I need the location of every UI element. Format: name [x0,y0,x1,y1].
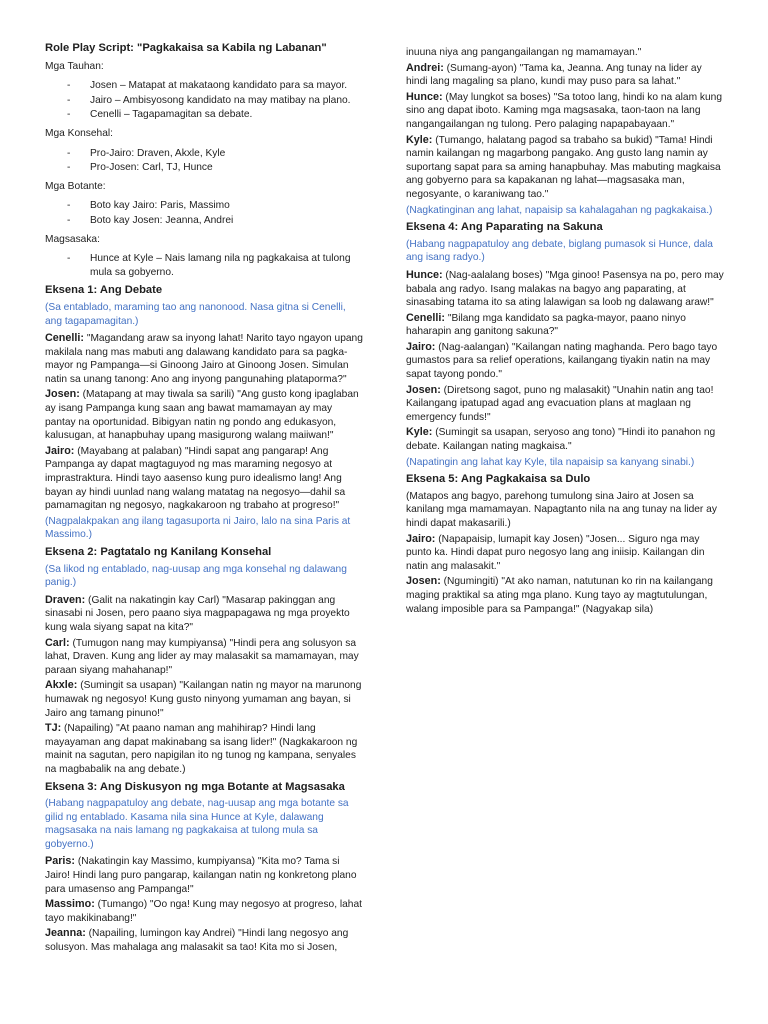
dialogue-text: (Sumingit sa usapan, seryoso ang tono) "Hindi ito panahon ng debate. Kailangan nating magkaisa." [406,427,716,453]
speaker-name: Paris: [45,855,76,868]
dialogue-line [45,679,363,720]
list-item: - Josen – Matapat at makataong kandidato para sa mayor. [45,79,363,93]
scene-1-heading: Eksena 1: Ang Debate [45,284,163,297]
scene-intro: (Matapos ang bagyo, parehong tumulong sina Jairo at Josen sa kanilang mga mamamayan. Napagtanto nila na ang tunay na lider ay hindi dapat makasarili.) [406,490,717,529]
speaker-name: Jairo: [45,444,75,457]
list-item: - Pro-Jairo: Draven, Akxle, Kyle [45,147,363,161]
stage-direction: (Sa likod ng entablado, nag-uusap ang mga konsehal ng dalawang panig.) [45,563,347,589]
right-column [406,46,724,618]
dialogue-text: (Mayabang at palaban) "Hindi sapat ang pangarap! Ang Pampanga ay dapat magtaguyod ng mas maraming negosyo at imprastraktura. Hindi tayo aasenso kung puro idealismo lang! Ang bayan ay hindi uunlad nang walang matatag na negosyo—dahil sa pamamagitan ng negosyo, nagkakaroon ng trabaho at progreso!" [45,445,346,512]
councilors-list [45,147,363,175]
dialogue-text: "Bilang mga kandidato sa pagka-mayor, paano ninyo haharapin ang ganitong sakuna?" [406,312,686,338]
dialogue-line [45,388,363,442]
dialogue-line [45,855,363,896]
dialogue-line [406,134,724,202]
speaker-name: Jairo: [406,340,436,353]
dialogue-line [45,927,363,954]
scene-3-heading: Eksena 3: Ang Diskusyon ng mga Botante at Magsasaka [45,780,345,793]
farmers-list [45,252,363,279]
characters-label: Mga Tauhan: [45,60,104,72]
dialogue-text: (Nag-aalalang boses) "Mga ginoo! Pasensya na po, pero may babala ang radyo. Isang malakas na bagyo ang paparating, at sinasabing tatama ito sa ating lalawigan sa loob ng dalawang araw!" [406,269,724,309]
speaker-name: Akxle: [45,679,78,692]
dialogue-text: (Sumang-ayon) "Tama ka, Jeanna. Ang tunay na lider ay hindi lang magaling sa plano, kundi may puso para sa lahat." [406,62,702,88]
speaker-name: Jeanna: [45,927,86,940]
dialogue-line [406,269,724,310]
dialogue-line [45,445,363,513]
dialogue-text: (Galit na nakatingin kay Carl) "Masarap pakinggan ang sinasabi ni Josen, pero paano siya magpapagawa ng mga proyekto kung wala siyang sapat na kita?" [45,594,350,633]
speaker-name: Massimo: [45,898,95,911]
dialogue-text: (Napailing, lumingon kay Andrei) "Hindi lang negosyo ang solusyon. Mas mahalaga ang malasakit sa tao! Kita mo si Josen, [45,928,349,954]
speaker-name: TJ: [45,722,62,735]
speaker-name: Kyle: [406,426,433,439]
stage-direction: (Habang nagpapatuloy ang debate, biglang pumasok si Hunce, dala ang isang radyo.) [406,238,713,264]
speaker-name: Hunce: [406,90,443,103]
dialogue-text: (Tumugon nang may kumpiyansa) "Hindi pera ang solusyon sa lahat, Draven. Kung ang lider ay may malasakit sa mamamayan, may paraan siyang mahahanap!" [45,637,359,676]
dialogue-continuation: inuuna niya ang pangangailangan ng mamamayan." [406,47,642,58]
speaker-name: Kyle: [406,133,433,146]
list-item: - Cenelli – Tagapamagitan sa debate. [45,108,363,122]
dialogue-line [45,898,363,925]
speaker-name: Hunce: [406,268,443,281]
dialogue-text: "Magandang araw sa inyong lahat! Narito tayo ngayon upang makilala nang mas mabuti ang dalawang kandidato para sa pagka-mayor ng Pampanga—si Ginoong Jairo at Ginoong Josen. Simulan natin sa unang tanong: Ano ang inyong pangunahing plataporma?" [45,333,363,385]
stage-direction: (Nagpalakpakan ang ilang tagasuporta ni Jairo, lalo na sina Paris at Massimo.) [45,515,351,541]
list-item: - Boto kay Josen: Jeanna, Andrei [45,214,363,228]
dialogue-line [45,332,363,386]
scene-5-heading: Eksena 5: Ang Pagkakaisa sa Dulo [406,473,591,486]
scene-4-heading: Eksena 4: Ang Paparating na Sakuna [406,221,603,234]
voters-label: Mga Botante: [45,180,106,192]
dialogue-text: (Nakatingin kay Massimo, kumpiyansa) "Kita mo? Tama si Jairo! Hindi lang puro pangarap, kailangan natin ng konkretong plano para umasenso ang Pampanga!" [45,856,357,895]
dialogue-line [406,91,724,132]
dialogue-line [406,575,724,616]
dialogue-text: (Nag-aalangan) "Kailangan nating maghanda. Pero bago tayo gumastos para sa relief operations, kailangang tiyakin natin na may sapat tayong pondo." [406,341,718,381]
speaker-name: Cenelli: [45,332,84,345]
dialogue-line [406,312,724,339]
speaker-name: Josen: [45,388,80,401]
dialogue-text: (May lungkot sa boses) "Sa totoo lang, hindi ko na alam kung sino ang dapat iboto. Kaming mga magsasaka, taon-taon na lang nangangailangan ng tulong. Pero palaging napapabayaan." [406,91,722,130]
dialogue-line [406,341,724,382]
speaker-name: Cenelli: [406,311,445,324]
characters-list [45,79,363,122]
left-column [45,42,363,957]
dialogue-text: (Ngumingiti) "At ako naman, natutunan ko rin na kailangang maging praktikal sa ating mga plano. Kung tayo ay magtutulungan, walang imposible para sa Pampanga!" (Nagyakap sila) [406,576,713,615]
dialogue-text: (Tumango) "Oo nga! Kung may negosyo at progreso, lahat tayo makikinabang!" [45,899,362,924]
speaker-name: Andrei: [406,61,444,74]
list-item: - Hunce at Kyle – Nais lamang nila ng pagkakaisa at tulong mula sa gobyerno. [45,252,363,279]
stage-direction: (Napatingin ang lahat kay Kyle, tila napaisip sa kanyang sinabi.) [406,456,695,468]
dialogue-line [45,637,363,678]
dialogue-line [406,426,724,453]
stage-direction: (Nagkatinginan ang lahat, napaisip sa kahalagahan ng pagkakaisa.) [406,204,713,216]
dialogue-text: (Tumango, halatang pagod sa trabaho sa bukid) "Tama! Hindi namin kailangan ng magarbong pangako. Ang gusto lang namin ay suportang sapat para sa aming hanapbuhay. Mas mabuting magkaisa ang gobyerno para sa kapakanan ng lahat—magsasaka man, negosyante, o karaniwang tao." [406,134,721,200]
stage-direction: (Sa entablado, maraming tao ang nanonood. Nasa gitna si Cenelli, ang tagapamagitan.) [45,301,346,327]
stage-direction: (Habang nagpapatuloy ang debate, nag-uusap ang mga botante sa gilid ng entablado. Kasama nila sina Hunce at Kyle, dalawang magsasaka na nais lamang ng pagkakaisa at tulong mula sa gobyerno.) [45,798,349,850]
dialogue-line [406,384,724,425]
dialogue-line [45,594,363,635]
speaker-name: Josen: [406,383,441,396]
dialogue-text: (Matapang at may tiwala sa sarili) "Ang gusto kong ipaglaban ay isang Pampanga kung saan ang bawat mamamayan ay may pantay na oportunidad. Bibigyan natin ng pondo ang edukasyon, kalusugan, at hanapbuhay upang masigurong walang maiiwan!" [45,389,359,442]
speaker-name: Josen: [406,575,441,588]
farmers-label: Magsasaka: [45,233,100,245]
dialogue-line [45,722,363,776]
dialogue-line [406,533,724,574]
voters-list [45,199,363,227]
speaker-name: Draven: [45,593,86,606]
dialogue-text: (Sumingit sa usapan) "Kailangan natin ng mayor na marunong humawak ng negosyo! Kung gusto ninyong yumaman ang bayan, si Jairo ang tamang pinuno!" [45,680,362,719]
dialogue-text: (Napapaisip, lumapit kay Josen) "Josen... Siguro nga may punto ka. Hindi dapat puro negosyo lang ang iniisip. Kailangan din natin ang malasakit." [406,533,705,572]
dialogue-line [406,62,724,89]
list-item: - Jairo – Ambisyosong kandidato na may matibay na plano. [45,94,363,108]
councilors-label: Mga Konsehal: [45,127,113,139]
script-title: Role Play Script: "Pagkakaisa sa Kabila ng Labanan" [45,42,327,54]
dialogue-text: (Diretsong sagot, puno ng malasakit) "Unahin natin ang tao! Kailangang ipatupad agad ang evacuation plans at maglaan ng emergency funds!" [406,384,714,423]
list-item: - Pro-Josen: Carl, TJ, Hunce [45,161,363,175]
list-item: - Boto kay Jairo: Paris, Massimo [45,199,363,213]
dialogue-text: (Napailing) "At paano naman ang mahihirap? Hindi lang mayayaman ang dapat makinabang sa isang lider!" (Nagkakaroon ng mainit na sagutan, pero napigilan ito ng tunog ng kampana, senyales na magbabalik na ang debate.) [45,723,358,775]
scene-2-heading: Eksena 2: Pagtatalo ng Kanilang Konsehal [45,546,272,558]
speaker-name: Carl: [45,636,70,649]
speaker-name: Jairo: [406,532,436,545]
